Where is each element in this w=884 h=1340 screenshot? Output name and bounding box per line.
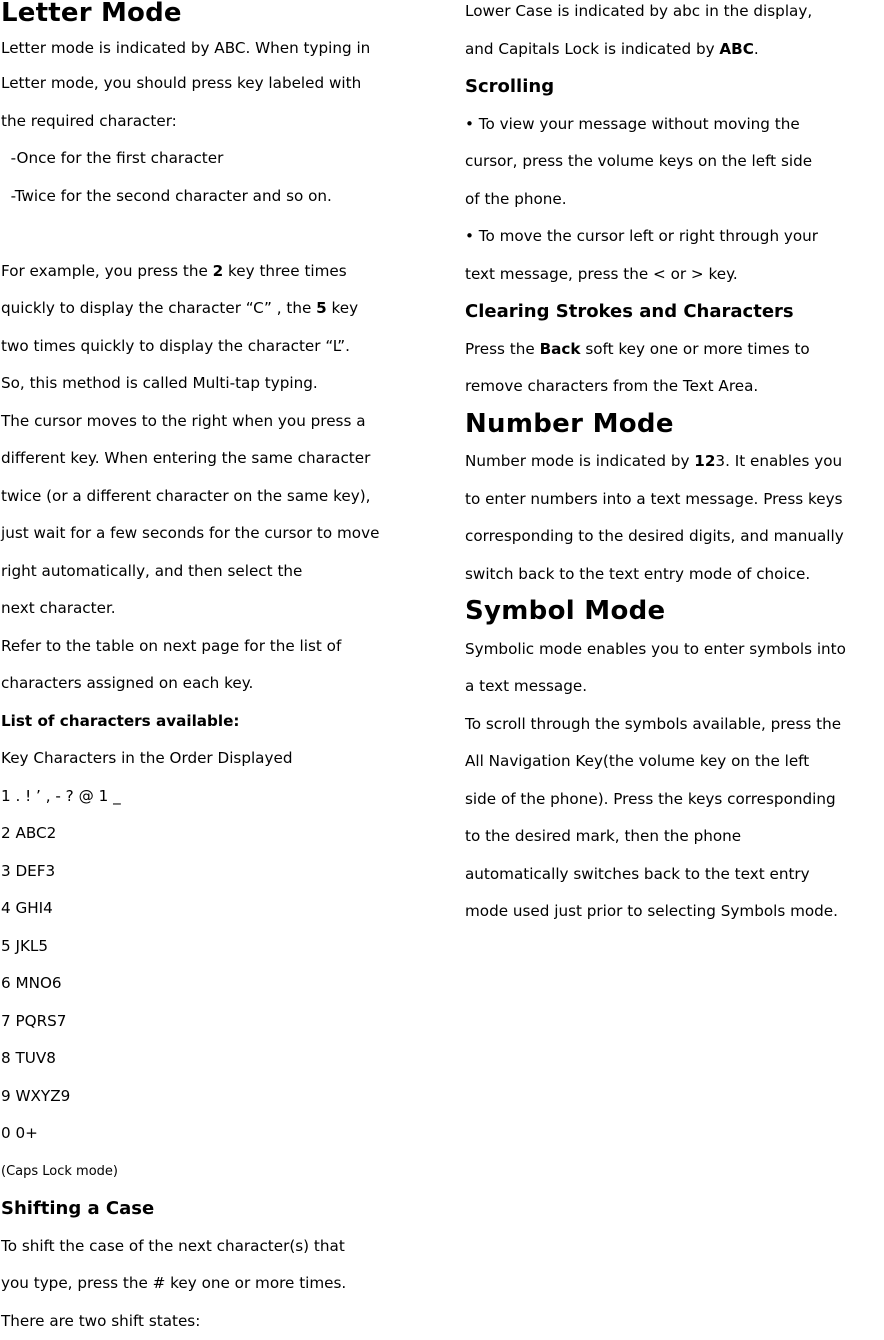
text-fragment: and Capitals Lock is indicated by bbox=[465, 40, 719, 58]
text-line: Symbolic mode enables you to enter symbols into bbox=[465, 631, 884, 669]
text-line: next character. bbox=[1, 590, 441, 628]
number-mode-heading: Number Mode bbox=[465, 406, 884, 444]
text-line: -Twice for the second character and so on. bbox=[1, 178, 441, 216]
text-line: cursor, press the volume keys on the left side bbox=[465, 143, 884, 181]
key-row: 3 DEF3 bbox=[1, 853, 441, 891]
text-line: two times quickly to display the character “L”. bbox=[1, 328, 441, 366]
left-column bbox=[1, 0, 441, 1340]
text-line: Letter mode, you should press key labeled with bbox=[1, 65, 441, 103]
table-heading: Key Characters in the Order Displayed bbox=[1, 740, 441, 778]
text-line: The cursor moves to the right when you press a bbox=[1, 403, 441, 441]
symbol-mode-heading: Symbol Mode bbox=[465, 593, 884, 631]
key-row: 6 MNO6 bbox=[1, 965, 441, 1003]
text-fragment: soft key one or more times to bbox=[581, 340, 810, 358]
caps-lock-note: (Caps Lock mode) bbox=[1, 1153, 441, 1191]
text-line: side of the phone). Press the keys corresponding bbox=[465, 781, 884, 819]
text-line: -Once for the first character bbox=[1, 140, 441, 178]
bold-fragment: 12 bbox=[694, 452, 715, 470]
text-line: you type, press the # key one or more times. bbox=[1, 1265, 441, 1303]
key-row: 8 TUV8 bbox=[1, 1040, 441, 1078]
key-row: 0 0+ bbox=[1, 1115, 441, 1153]
text-fragment: Number mode is indicated by bbox=[465, 452, 694, 470]
text-line: different key. When entering the same character bbox=[1, 440, 441, 478]
bold-fragment: 2 bbox=[213, 262, 224, 280]
text-fragment: Press the bbox=[465, 340, 540, 358]
scrolling-heading: Scrolling bbox=[465, 68, 884, 106]
text-line: a text message. bbox=[465, 668, 884, 706]
text-line: All Navigation Key(the volume key on the left bbox=[465, 743, 884, 781]
text-line: • To move the cursor left or right through your bbox=[465, 218, 884, 256]
text-line: remove characters from the Text Area. bbox=[465, 368, 884, 406]
text-line: There are two shift states: bbox=[1, 1303, 441, 1340]
text-line: characters assigned on each key. bbox=[1, 665, 441, 703]
text-line: To scroll through the symbols available, press the bbox=[465, 706, 884, 744]
text-fragment: key three times bbox=[223, 262, 346, 280]
letter-mode-heading: Letter Mode bbox=[1, 0, 441, 26]
text-line: to enter numbers into a text message. Press keys bbox=[465, 481, 884, 519]
right-column bbox=[465, 0, 884, 931]
text-line: To shift the case of the next character(s) that bbox=[1, 1228, 441, 1266]
text-line: • To view your message without moving the bbox=[465, 106, 884, 144]
text-fragment: For example, you press the bbox=[1, 262, 213, 280]
text-fragment: . bbox=[754, 40, 759, 58]
text-line bbox=[1, 253, 441, 291]
text-line: of the phone. bbox=[465, 181, 884, 219]
text-line: automatically switches back to the text entry bbox=[465, 856, 884, 894]
text-line: Lower Case is indicated by abc in the display, bbox=[465, 0, 884, 31]
bold-fragment: Back bbox=[540, 340, 581, 358]
text-fragment: key bbox=[327, 299, 358, 317]
text-line: twice (or a different character on the same key), bbox=[1, 478, 441, 516]
text-line: just wait for a few seconds for the cursor to move bbox=[1, 515, 441, 553]
text-fragment: quickly to display the character “C” , the bbox=[1, 299, 316, 317]
text-line: right automatically, and then select the bbox=[1, 553, 441, 591]
text-line: to the desired mark, then the phone bbox=[465, 818, 884, 856]
text-line: mode used just prior to selecting Symbols mode. bbox=[465, 893, 884, 931]
bold-fragment: ABC bbox=[719, 40, 753, 58]
spacer bbox=[1, 215, 441, 253]
clearing-heading: Clearing Strokes and Characters bbox=[465, 293, 884, 331]
text-line: text message, press the < or > key. bbox=[465, 256, 884, 294]
shift-heading: Shifting a Case bbox=[1, 1190, 441, 1228]
key-row: 7 PQRS7 bbox=[1, 1003, 441, 1041]
key-row: 4 GHI4 bbox=[1, 890, 441, 928]
text-line bbox=[465, 31, 884, 69]
list-heading: List of characters available: bbox=[1, 703, 441, 741]
key-row: 1 . ! ’ , - ? @ 1 _ bbox=[1, 778, 441, 816]
key-row: 9 WXYZ9 bbox=[1, 1078, 441, 1116]
text-line: So, this method is called Multi-tap typing. bbox=[1, 365, 441, 403]
text-line: Letter mode is indicated by ABC. When typing in bbox=[1, 31, 441, 65]
text-line: Refer to the table on next page for the list of bbox=[1, 628, 441, 666]
text-line: the required character: bbox=[1, 103, 441, 141]
key-row: 2 ABC2 bbox=[1, 815, 441, 853]
text-line bbox=[1, 290, 441, 328]
text-line bbox=[465, 331, 884, 369]
text-fragment: 3. It enables you bbox=[715, 452, 842, 470]
text-line bbox=[465, 443, 884, 481]
text-line: corresponding to the desired digits, and manually bbox=[465, 518, 884, 556]
bold-fragment: 5 bbox=[316, 299, 327, 317]
text-line: switch back to the text entry mode of choice. bbox=[465, 556, 884, 594]
key-row: 5 JKL5 bbox=[1, 928, 441, 966]
